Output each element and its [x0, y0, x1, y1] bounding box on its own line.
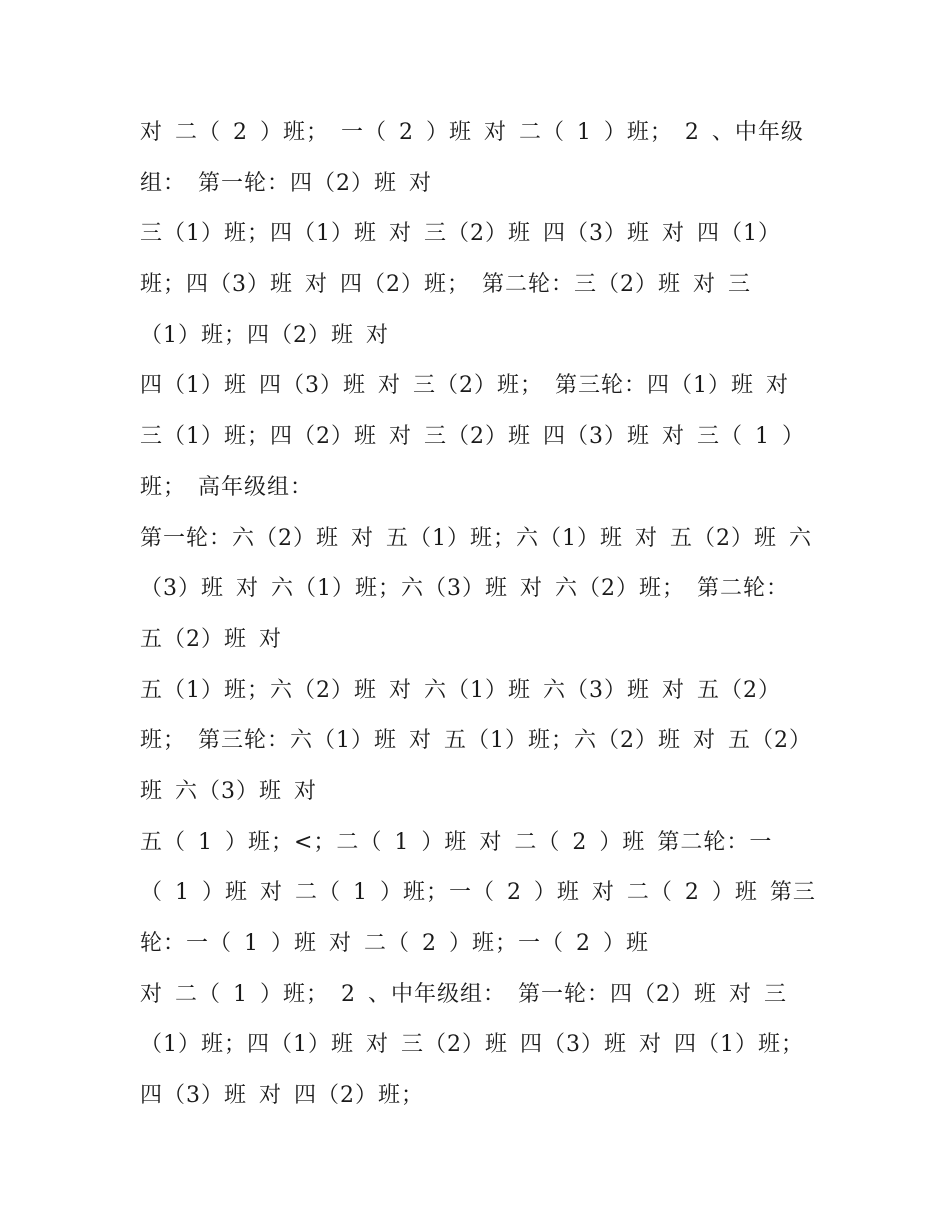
text-line: 轮：一（ 1 ）班 对 二（ 2 ）班；一（ 2 ）班: [140, 931, 649, 956]
text-line: 五（2）班 对: [140, 626, 282, 652]
text-line: 班； 高年级组：: [140, 474, 313, 500]
text-line: 五（1）班；六（2）班 对 六（1）班 六（3）班 对 五（2）: [140, 677, 781, 703]
text-line: 班 六（3）班 对: [140, 778, 317, 804]
text-line: 对 二（ 2 ）班； 一（ 2 ）班 对 二（ 1 ）班； 2 、中年级: [140, 120, 804, 145]
text-line: 五（ 1 ）班；<；二（ 1 ）班 对 二（ 2 ）班 第二轮：一: [140, 829, 773, 855]
text-line: （3）班 对 六（1）班；六（3）班 对 六（2）班； 第二轮：: [140, 576, 789, 602]
text-line: 三（1）班；四（1）班 对 三（2）班 四（3）班 对 四（1）: [140, 221, 781, 247]
body-text: [140, 108, 840, 1122]
text-line: 对 二（ 1 ）班； 2 、中年级组： 第一轮：四（2）班 对 三: [140, 981, 787, 1007]
text-line: 第一轮：六（2）班 对 五（1）班；六（1）班 对 五（2）班 六: [140, 525, 812, 551]
text-line: 班； 第三轮：六（1）班 对 五（1）班；六（2）班 对 五（2）: [140, 728, 812, 754]
text-line: 四（3）班 对 四（2）班；: [140, 1083, 424, 1109]
text-line: 组： 第一轮：四（2）班 对: [140, 170, 432, 196]
text-line: （1）班；四（1）班 对 三（2）班 四（3）班 对 四（1）班；: [140, 1032, 804, 1058]
text-line: （ 1 ）班 对 二（ 1 ）班；一（ 2 ）班 对 二（ 2 ）班 第三: [140, 880, 816, 906]
text-line: 四（1）班 四（3）班 对 三（2）班； 第三轮：四（1）班 对: [140, 373, 789, 399]
text-line: （1）班；四（2）班 对: [140, 322, 389, 348]
text-line: 班；四（3）班 对 四（2）班； 第二轮：三（2）班 对 三: [140, 272, 751, 298]
text-line: 三（1）班；四（2）班 对 三（2）班 四（3）班 对 三（ 1 ）: [140, 424, 805, 450]
